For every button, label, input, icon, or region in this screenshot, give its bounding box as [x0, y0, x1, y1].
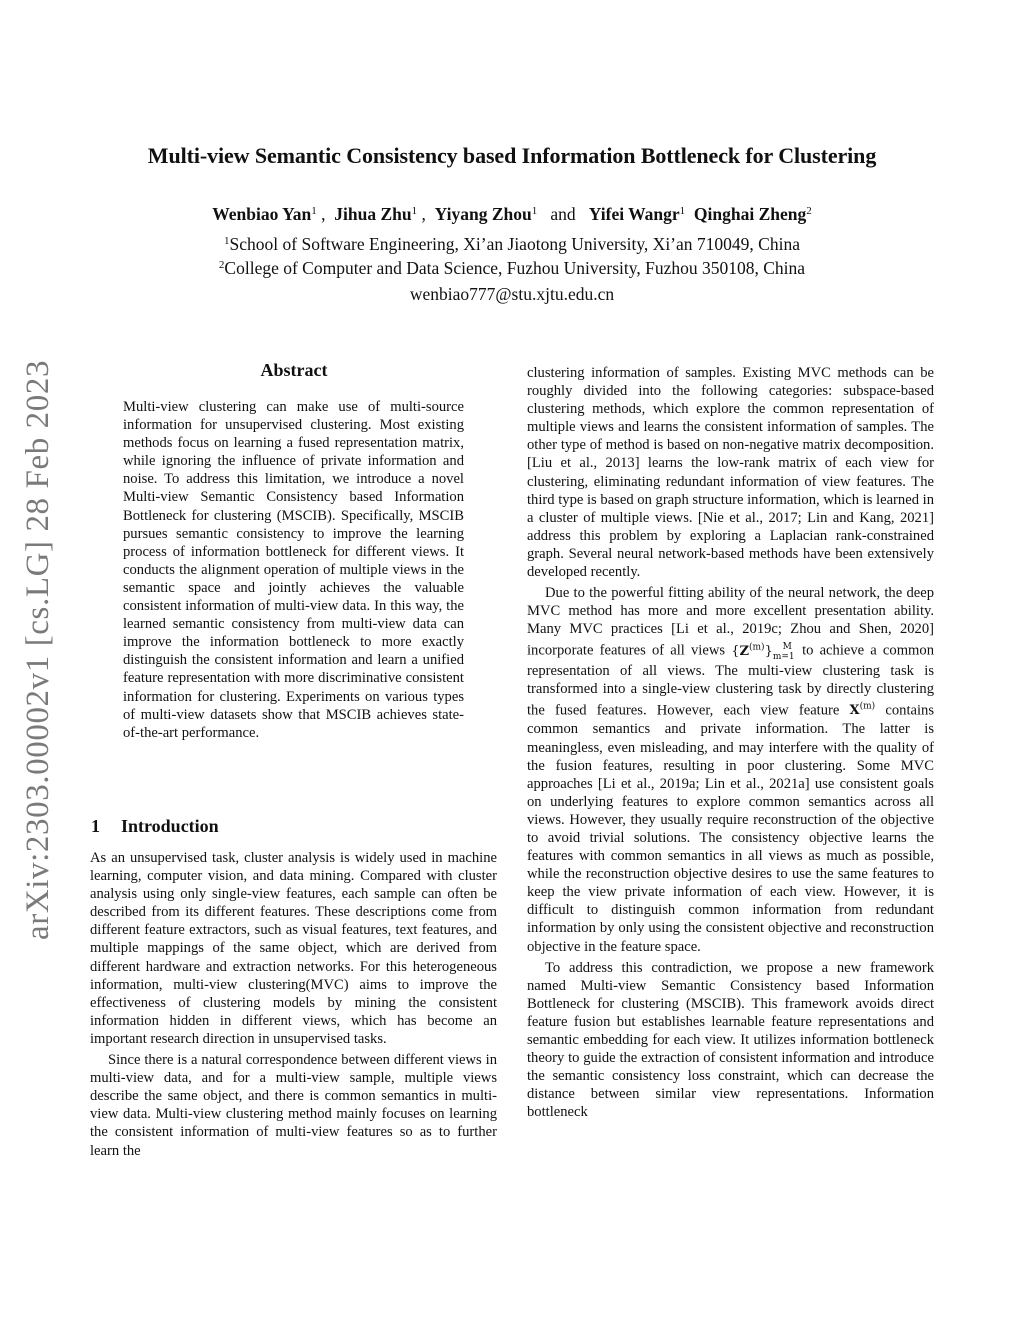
- paragraph: As an unsupervised task, cluster analysis is widely used in machine learning, computer vision, and data mining. Compared with cluster analysis using only single-view features, each sample can often be described from its different features. These descriptions come from different feature extractors, such as visual features, text features, and multiple mappings of the same object, which are derived from different hardware and extraction networks. For this heterogeneous information, multi-view clustering(MVC) aims to improve the effectiveness of clustering models by mining the consistent information hidden in different views, which has become an important research direction in unsupervised tasks.: [90, 850, 497, 1047]
- section-number: 1: [91, 816, 100, 836]
- paragraph: clustering information of samples. Existing MVC methods can be roughly divided into the following categories: subspace-based clustering methods, which explore the common representation of multiple views and learns the consistent information of samples. The other type of method is based on non-negative matrix decomposition. [Liu et al., 2013] learns the low-rank matrix of each view for clustering, eliminating redundant information of view features. The third type is based on graph structure information, which is learned in a cluster of multiple views. [Nie et al., 2017; Lin and Kang, 2021] address this problem by exploring a Laplacian rank-constrained graph. Several neural network-based methods have been extensively developed recently.: [527, 365, 934, 581]
- author-name: Yiyang Zhou: [434, 204, 532, 224]
- abstract-heading: Abstract: [260, 360, 328, 380]
- abstract-body: [123, 398, 464, 745]
- author-list: Wenbiao Yan$^1$ , Jihua Zhu$^1$ , Yiyang Zhou$^1$ and Yifei Wangr$^1$ Qinghai Zheng$^2$: [212, 204, 812, 224]
- paragraph: Due to the powerful fitting ability of the neural network, the deep MVC method has more and more excellent presentation ability. Many MVC practices [Li et al., 2019c; Zhou and Shen, 2020] incorporate features of all views $\{Z^{(m)}\}_{m=1}^M$ to achieve a common representation of all views. The multi-view clustering task is transformed into a single-view clustering task by directly clustering the fused features. However, each view feature $X^{(m)}$ contains common semantics and private information. The latter is meaningless, even misleading, and may interfere with the quality of the fusion features, resulting in poor clustering. Some MVC approaches [Li et al., 2019a; Lin et al., 2021a] use consistent goals on underlying features to explore common semantics across all views. However, they usually require reconstruction of the objective to avoid trivial solutions. The consistency objective learns the features with common semantics in all views as much as possible, while the reconstruction objective desires to use the same features to keep the view private information of each view. However, it is difficult to distinguish common information from redundant information by only using the consistent objective and reconstruction objective in the feature space.: [527, 585, 935, 955]
- author-name: Wenbiao Yan: [212, 204, 312, 224]
- author-name: Yifei Wangr: [588, 204, 680, 224]
- paper-title: Multi-view Semantic Consistency based Information Bottleneck for Clustering: [147, 143, 877, 168]
- arxiv-identifier[interactable]: arXiv:2303.00002v1 [cs.LG] 28 Feb 2023: [20, 359, 56, 940]
- left-column-text: [90, 849, 497, 1163]
- right-column-text: [527, 364, 934, 1125]
- section-heading: [91, 816, 219, 837]
- math-view-feature: $X^{(m)}$: [849, 702, 876, 719]
- paragraph: To address this contradiction, we propose a new framework named Multi-view Semantic Consistency based Information Bottleneck for clustering (MSCIB). This framework avoids direct feature fusion but establishes learnable feature representations and semantic embedding for each view. It utilizes information bottleneck theory to guide the extraction of consistent information and introduce the semantic consistency loss constraint, which can decrease the distance between similar view representations. Information bottleneck: [527, 959, 934, 1121]
- affiliation-2: $^2$College of Computer and Data Science, Fuzhou University, Fuzhou 350108, China: [218, 258, 806, 278]
- math-feature-set: $\{Z^{(m)}\}_{m=1}^M$: [731, 641, 795, 662]
- affiliation-1: $^1$School of Software Engineering, Xi’an Jiaotong University, Xi’an 710049, China: [224, 234, 800, 254]
- author-email: wenbiao777@stu.xjtu.edu.cn: [409, 284, 615, 304]
- section-title: Introduction: [121, 816, 219, 836]
- abstract-text: Multi-view clustering can make use of multi-source information for unsupervised clustering. Most existing methods focus on learning a fused representation matrix, while ignoring the influence of private information and noise. To address this limitation, we introduce a novel Multi-view Semantic Consistency based Information Bottleneck for clustering (MSCIB). Specifically, MSCIB pursues semantic consistency to improve the learning process of information bottleneck for different views. It conducts the alignment operation of multiple views in the semantic space and jointly achieves the valuable consistent information of multi-view data. In this way, the learned semantic consistency from multi-view data can improve the information bottleneck to more exactly distinguish the consistent information and learn a unified feature representation with more discriminative consistent information for clustering. Experiments on various types of multi-view datasets show that MSCIB achieves state-of-the-art performance.: [123, 399, 464, 741]
- paragraph: Since there is a natural correspondence between different views in multi-view data, and for a multi-view sample, multiple views describe the same object, and there is common semantics in multi-view data. Multi-view clustering method mainly focuses on learning the consistent information of multi-view features so as to further learn the: [90, 1052, 497, 1159]
- author-name: Jihua Zhu: [334, 204, 412, 224]
- author-name: Qinghai Zheng: [693, 204, 807, 224]
